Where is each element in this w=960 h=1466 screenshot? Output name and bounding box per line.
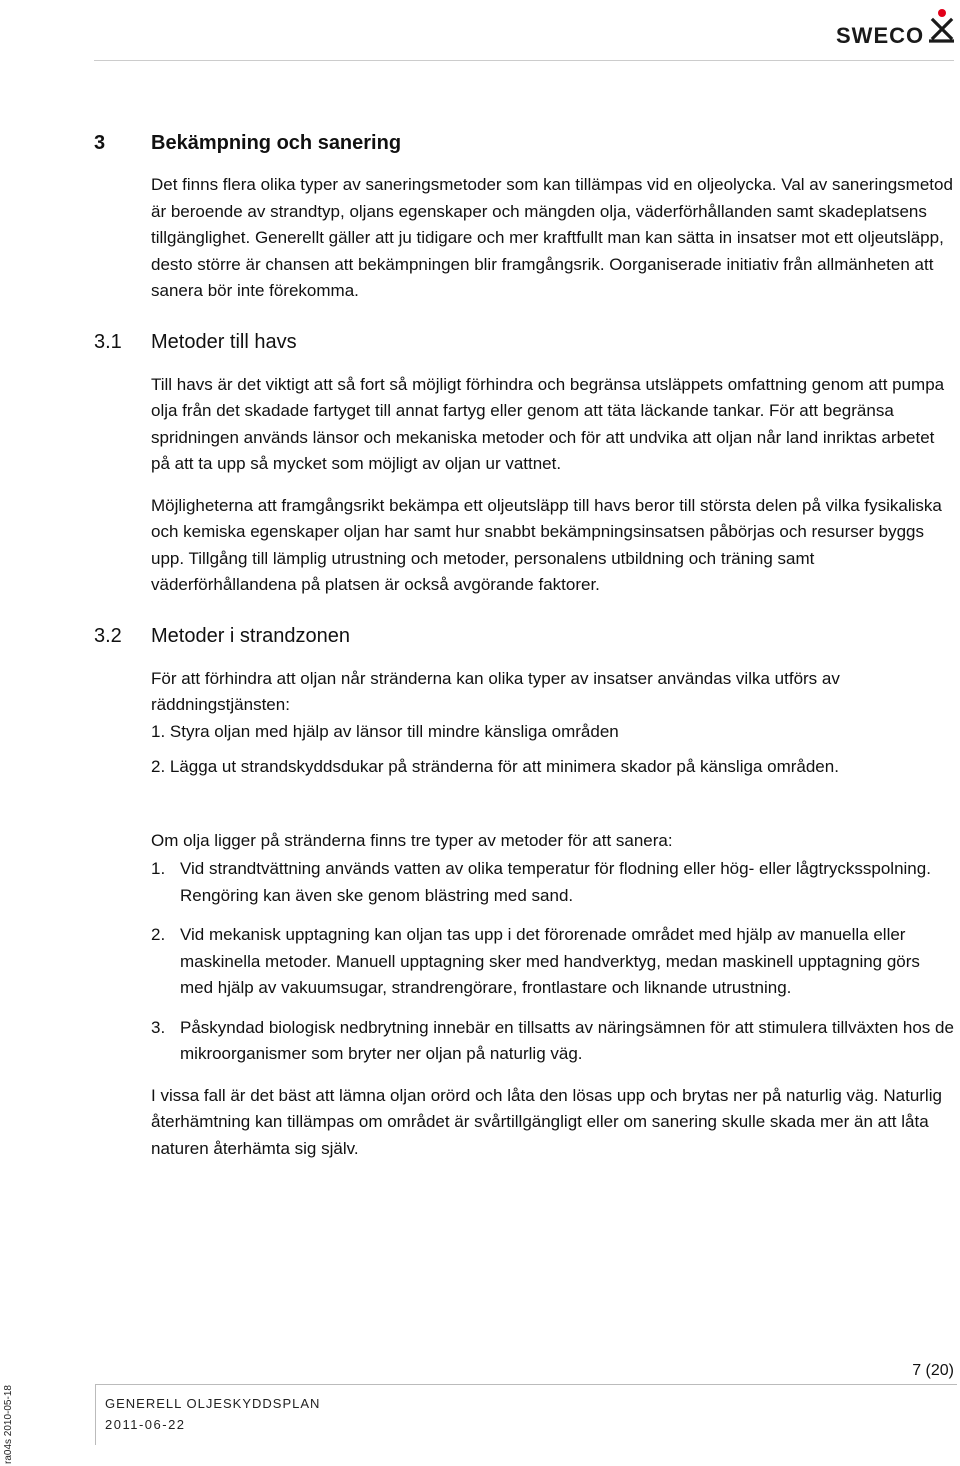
list-item — [151, 856, 956, 909]
list-item: 1. Styra oljan med hjälp av länsor till mindre känsliga områden — [151, 721, 619, 741]
section-heading — [94, 128, 956, 158]
section-number: 3 — [94, 132, 106, 154]
list-marker: 1. — [151, 859, 166, 878]
list-item — [151, 1015, 956, 1068]
paragraph: Till havs är det viktigt att så fort så möjligt förhindra och begränsa utsläppets omfattning genom att pumpa olja från det skadade fartyget till annat fartyg eller genom att täta läckande tankar. För att begränsa spridningen används länsor och mekaniska metoder och för att undvika att oljan når land inriktas arbetet på att ta upp så mycket som möjligt av oljan ur vattnet. — [151, 374, 945, 473]
list-marker: 3. — [151, 1017, 166, 1037]
paragraph: Det finns flera olika typer av saneringsmetoder som kan tillämpas vid en oljeolycka. Val av saneringsmetod är beroende av strandtyp, oljans egenskaper och mängden olja, väderförhållanden samt skadeplatsens tillgänglighet. Generellt gäller att ju tidigare och mer kraftfullt man kan sätta in insatser mot ett oljeutsläpp, desto större är chansen att bekämpningen blir framgångsrik. Oorganiserade initiativ från allmänheten att sanera bör inte förekomma. — [151, 175, 953, 300]
header-divider — [94, 60, 954, 61]
paragraph: För att förhindra att oljan når stränderna kan olika typer av insatser användas vilka utförs av räddningstjänsten: — [151, 668, 840, 714]
paragraph: I vissa fall är det bäst att lämna oljan orörd och låta den lösas upp och brytas ner på naturlig väg. Naturlig återhämtning kan tillämpas om området är svårtillgängligt eller om sanering skulle skada mer än att låta naturen återhämta sig själv. — [151, 1085, 942, 1158]
list-text: Påskyndad biologisk nedbrytning innebär en tillsatts av näringsämnen för att stimulera tillväxten hos de mikroorganismer som bryter ner oljan på naturlig väg. — [180, 1017, 954, 1063]
list-text: Vid mekanisk upptagning kan oljan tas upp i det förorenade området med hjälp av manuella eller maskinella metoder. Manuell upptagning sker med handverktyg, medan maskinell upptagning görs med hjälp av vakuumsugar, strandrengörare, frontlastare och liknande utrustning. — [180, 925, 920, 997]
document-body — [94, 128, 956, 1162]
subsection-number: 3.1 — [94, 330, 122, 353]
subsection-title: Metoder i strandzonen — [151, 624, 351, 647]
sweco-logo — [836, 8, 958, 48]
list-text: Vid strandtvättning används vatten av olika temperatur för flodning eller hög- eller lågtrycksspolning. Rengöring kan även ske genom blästring med sand. — [180, 859, 931, 905]
paragraph: Möjligheterna att framgångsrikt bekämpa ett oljeutsläpp till havs beror till största delen på vilka fysikaliska och kemiska egenskaper oljan har samt hur snabbt bekämpningsinsatsen påbörjas och resurser byggs upp. Tillgång till lämplig utrustning och metoder, personalens utbildning och träning samt väderförhållandena på platsen är också avgörande faktorer. — [151, 495, 942, 594]
subsection-number: 3.2 — [94, 624, 122, 647]
template-stamp — [3, 1384, 15, 1464]
logo-text: SWECO — [836, 23, 925, 48]
footer-date: 2011-06-22 — [105, 1417, 186, 1432]
list-item — [151, 922, 956, 1002]
footer-document-title: GENERELL OLJESKYDDSPLAN — [105, 1396, 321, 1411]
subsection-heading — [94, 327, 956, 357]
paragraph: Om olja ligger på stränderna finns tre typer av metoder för att sanera: — [151, 830, 673, 850]
list-item: 2. Lägga ut strandskyddsdukar på stränderna för att minimera skador på känsliga områden. — [151, 757, 839, 776]
list-marker: 2. — [151, 925, 166, 944]
footer — [95, 1384, 957, 1445]
subsection-title: Metoder till havs — [151, 330, 297, 353]
page-number: 7 (20) — [912, 1362, 954, 1379]
template-stamp-text: ra04s 2010-05-18 — [3, 1385, 14, 1464]
methods-list — [151, 856, 956, 1068]
subsection-heading — [94, 621, 956, 651]
sweco-person-icon — [925, 8, 955, 44]
section-title: Bekämpning och sanering — [151, 132, 402, 154]
